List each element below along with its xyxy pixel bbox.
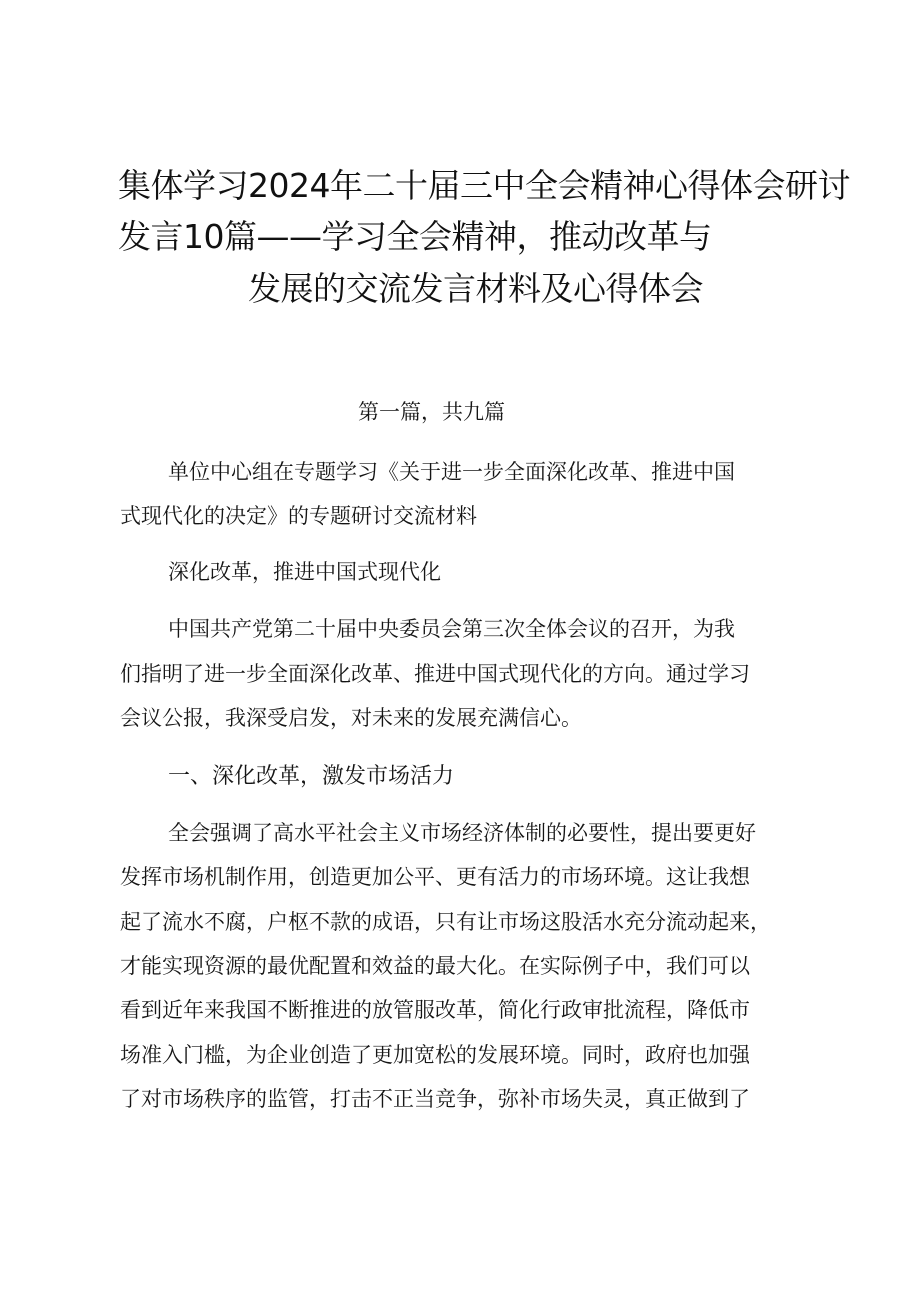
section-heading-1: 一、深化改革，激发市场活力 [168,764,455,789]
article-subtitle: 第一篇，共九篇 [358,400,505,424]
paragraph-2-line-4: 才能实现资源的最优配置和效益的最大化。在实际例子中，我们可以 [120,954,750,978]
intro-line-2: 式现代化的决定》的专题研讨交流材料 [120,504,477,528]
document-title-line-3: 发展的交流发言材料及心得体会 [248,269,703,308]
paragraph-1-line-2: 们指明了进一步全面深化改革、推进中国式现代化的方向。通过学习 [120,662,750,686]
paragraph-2-line-1: 全会强调了高水平社会主义市场经济体制的必要性，提出要更好 [168,821,756,845]
intro-line-1: 单位中心组在专题学习《关于进一步全面深化改革、推进中国 [168,460,735,484]
document-title-line-2: 发言10篇——学习全会精神，推动改革与 [118,217,712,256]
paragraph-1-line-3: 会议公报，我深受启发，对未来的发展充满信心。 [120,706,582,730]
paragraph-2-line-5: 看到近年来我国不断推进的放管服改革，简化行政审批流程，降低市 [120,998,750,1022]
paragraph-2-line-2: 发挥市场机制作用，创造更加公平、更有活力的市场环境。这让我想 [120,865,750,889]
paragraph-2-line-7: 了对市场秩序的监管，打击不正当竞争，弥补市场失灵，真正做到了 [120,1087,750,1111]
theme-line: 深化改革，推进中国式现代化 [168,560,441,584]
paragraph-2-line-6: 场准入门槛，为企业创造了更加宽松的发展环境。同时，政府也加强 [120,1043,750,1067]
document-title-line-1: 集体学习2024年二十届三中全会精神心得体会研讨 [118,166,850,205]
paragraph-2-line-3: 起了流水不腐，户枢不款的成语，只有让市场这股活水充分流动起来， [120,910,771,934]
paragraph-1-line-1: 中国共产党第二十届中央委员会第三次全体会议的召开，为我 [168,617,735,641]
